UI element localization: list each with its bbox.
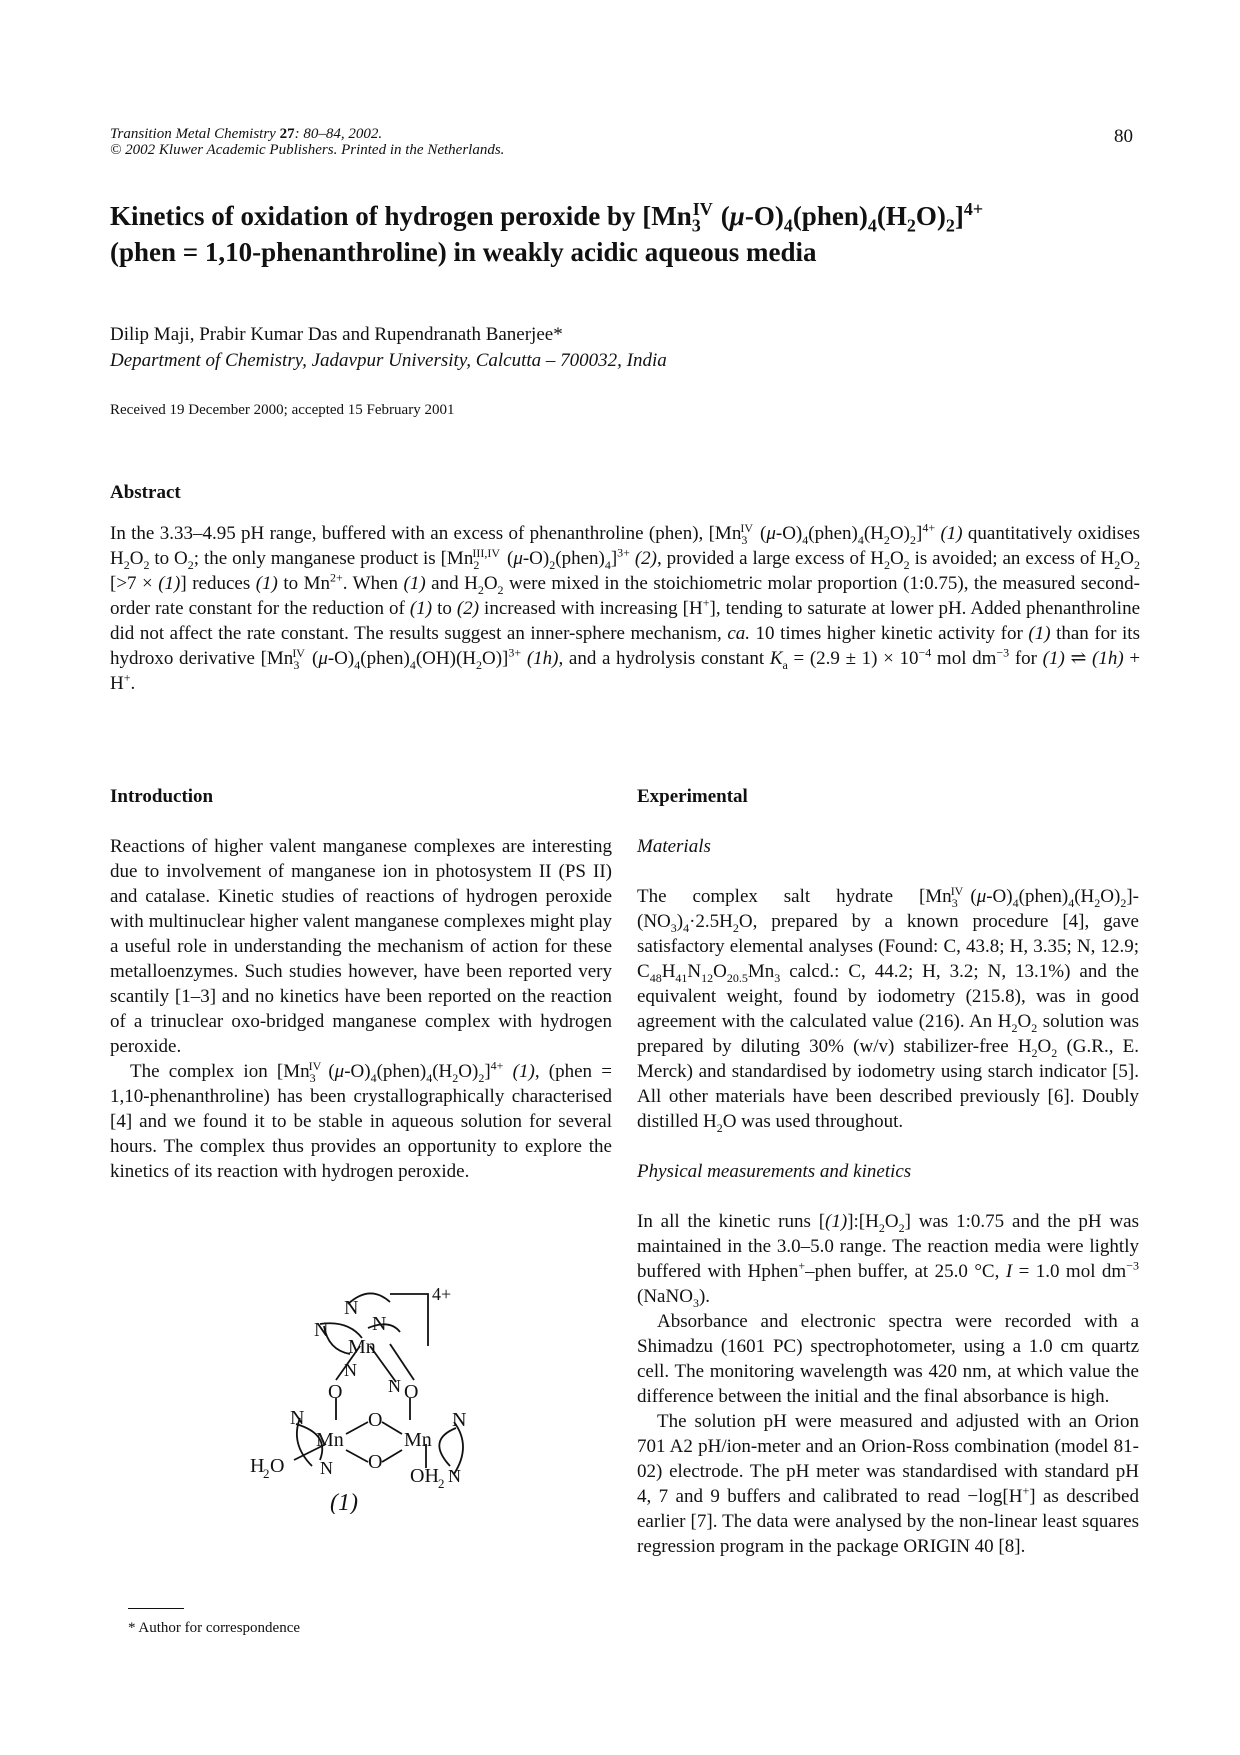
introduction-heading: Introduction [110,786,214,807]
footnote: * Author for correspondence [128,1620,301,1636]
footnote-rule [128,1608,184,1609]
author-block [110,322,667,374]
svg-text:N: N [290,1407,305,1429]
kinetics-paragraph-1: In all the kinetic runs $[(1)]:[H_2O_2]$ was 1:0.75 and the pH was maintained in the 3.0–5.0 range. The reaction media were lightly buffered with Hphen+–phen buffer, at 25.0 °C, I = 1.0 mol $dm^{-3}$ (NaNO$_3$). [637,1211,1139,1310]
kinetics-paragraph-3: The solution pH were measured and adjusted with an Orion 701 A2 pH/ion-meter and an Orion-Ross combination (model 81-02) electrode. The pH meter was standardised with standard pH 4, 7 and 9 buffers and calibrated to read −log[H+] as described earlier [7]. The data were analysed by the non-linear least squares regression program in the package ORIGIN 40 [8]. [637,1411,1139,1557]
journal-citation [110,126,504,158]
structure-charge: 4+ [432,1284,452,1304]
svg-text:N: N [320,1458,333,1478]
affiliation: Department of Chemistry, Jadavpur University, Calcutta – 700032, India [110,350,667,371]
svg-text:O: O [368,1409,383,1431]
svg-text:OH: OH [410,1465,439,1487]
structure-diagram [250,1284,550,1514]
experimental-section [637,784,1139,1559]
kinetics-paragraph-2: Absorbance and electronic spectra were recorded with a Shimadzu (1601 PC) spectrophotometer, using a 1.0 cm quartz cell. The monitoring wavelength was 420 nm, at which value the difference between the initial and the final absorbance is high. [637,1311,1139,1407]
article-title: Kinetics of oxidation of hydrogen peroxide by [$Mn_3^{IV}$ $(\mu-O)_4(phen)_4(H_2O)_2]^{4+}$ (phen = 1,10-phenanthroline) in weakly acidic aqueous media [110,198,1140,270]
svg-text:O: O [270,1455,285,1477]
copyright-line: © 2002 Kluwer Academic Publishers. Printed in the Netherlands. [110,142,505,158]
svg-text:H: H [250,1455,265,1477]
svg-text:O: O [328,1381,343,1403]
journal-pages: : 80–84, 2002. [294,126,383,142]
svg-text:N: N [448,1466,461,1486]
svg-text:N: N [344,1297,359,1319]
introduction-paragraph-1: Reactions of higher valent manganese complexes are interesting due to involvement of manganese ion in photosystem II (PS II) and catalase. Kinetic studies of reactions of hydrogen peroxide with multinuclear higher valent manganese complexes might play a useful role in understanding the mechanism of action for these metalloenzymes. Such studies however, have been reported very scantily [1–3] and no kinetics have been reported on the reaction of a trinuclear oxo-bridged manganese complex with hydrogen peroxide. [110,836,612,1057]
svg-text:N: N [452,1409,467,1431]
journal-name: Transition Metal Chemistry [110,126,276,142]
journal-volume: 27 [279,126,295,142]
svg-text:N: N [344,1360,357,1380]
author-names: Dilip Maji, Prabir Kumar Das and Rupendranath Banerjee* [110,324,563,345]
introduction-section [110,784,612,1184]
svg-text:Mn: Mn [404,1429,432,1451]
svg-text:O: O [368,1451,383,1473]
svg-text:2: 2 [438,1476,445,1491]
svg-text:O: O [404,1381,419,1403]
materials-heading: Materials [637,836,711,857]
structure-label: (1) [330,1490,358,1514]
physical-measurements-heading: Physical measurements and kinetics [637,1161,912,1182]
experimental-heading: Experimental [637,786,748,807]
svg-text:2: 2 [263,1466,270,1481]
svg-text:N: N [388,1376,401,1396]
abstract-heading: Abstract [110,482,181,503]
svg-text:N: N [372,1313,387,1335]
introduction-paragraph-2: The complex ion [$Mn_3^{IV}$ $(\mu-O)_4(phen)_4(H_2O)_2]^{4+}$ (1), (phen = 1,10-phenanthroline) has been crystallographically characterised [4] and we found it to be stable in aqueous solution for several hours. The complex thus provides an opportunity to explore the kinetics of its reaction with hydrogen peroxide. [110,1058,613,1182]
page-number: 80 [1114,126,1133,147]
svg-text:N: N [314,1319,329,1341]
received-dates: Received 19 December 2000; accepted 15 February 2001 [110,402,455,418]
materials-paragraph: The complex salt hydrate [$Mn_3^{IV}$ $(\mu-O)_4(phen)_4(H_2O)_2]-(NO_3)_4\cdot 2.5H_2O$, prepared by a known procedure [4], gave satisfactory elemental analyses (Found: C, 43.8; H, 3.35; N, 12.9; $C_{48}H_{41}N_{12}O_{20.5}Mn_3$ calcd.: C, 44.2; H, 3.2; N, 13.1%) and the equivalent weight, found by iodometry (215.8), was in good agreement with the calculated value (216). An $H_2O_2$ solution was prepared by diluting 30% (w/v) stabilizer-free $H_2O_2$ (G.R., E. Merck) and standardised by iodometry using starch indicator [5]. All other materials have been described previously [6]. Doubly distilled $H_2O$ was used throughout. [637,883,1139,1135]
abstract-text: In the 3.33–4.95 pH range, buffered with an excess of phenanthroline (phen), [$Mn_3^{IV}$ $(\mu-O)_4(phen)_4(H_2O)_2]^{4+}$ (1) quantitatively oxidises $H_2O_2$ to $O_2$; the only manganese product is [$Mn_2^{III,IV}$ $(\mu-O)_2(phen)_4]^{3+}$ (2), provided a large excess of $H_2O_2$ is avoided; an excess of $H_2O_2$ [>7 × (1)] reduces (1) to $Mn^{2+}$. When (1) and $H_2O_2$ were mixed in the stoichiometric molar proportion (1:0.75), the measured second-order rate constant for the reduction of (1) to (2) increased with increasing [H+], tending to saturate at lower pH. Added phenanthroline did not affect the rate constant. The results suggest an inner-sphere mechanism, ca. 10 times higher kinetic activity for (1) than for its hydroxo derivative [$Mn_3^{IV}$ $(\mu-O)_4(phen)_4(OH)(H_2O)]^{3+}$ (1h), and a hydrolysis constant $K_a = (2.9 \pm 1) \times 10^{-4}$ mol $dm^{-3}$ for (1) ⇌ (1h) + H+. [110,520,1141,694]
article-title-line2: (phen = 1,10-phenanthroline) in weakly acidic aqueous media [110,237,817,267]
svg-text:Mn: Mn [316,1429,344,1451]
svg-text:Mn: Mn [348,1336,376,1358]
